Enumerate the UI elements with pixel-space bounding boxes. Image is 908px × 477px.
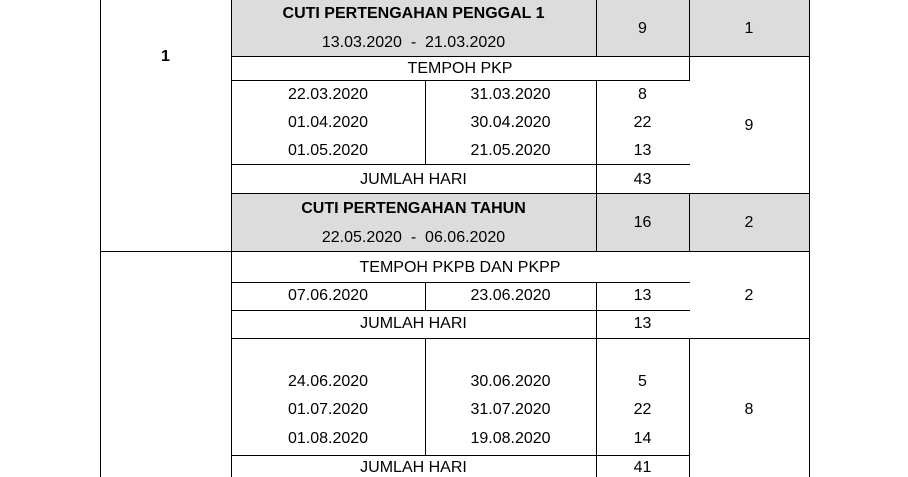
grid-line — [809, 0, 810, 477]
day-count: 8 — [638, 86, 647, 103]
grid-line — [231, 193, 810, 194]
date-from: 01.05.2020 — [287, 142, 369, 159]
date-to: 06.06.2020 — [425, 229, 506, 246]
week-number: 1 — [161, 48, 170, 65]
pkp-title: TEMPOH PKP — [407, 60, 513, 77]
date-from: 13.03.2020 — [321, 34, 402, 51]
grid-line — [231, 282, 690, 283]
grid-line — [231, 338, 810, 339]
date-from: 07.06.2020 — [287, 287, 369, 304]
date-to: 21.05.2020 — [470, 142, 551, 159]
date-to: 30.06.2020 — [470, 373, 551, 390]
pkp-weeks: 9 — [744, 117, 754, 134]
date-to: 21.03.2020 — [425, 34, 506, 51]
pkp-total: 43 — [633, 171, 652, 188]
grid-line — [231, 455, 690, 456]
day-count: 5 — [638, 373, 647, 390]
date-separator: - — [410, 229, 417, 246]
pkpb-weeks: 2 — [744, 287, 754, 304]
date-to: 19.08.2020 — [470, 430, 551, 447]
date-to: 30.04.2020 — [470, 114, 551, 131]
grid-line — [231, 310, 690, 311]
date-from: 22.05.2020 — [321, 229, 402, 246]
grid-line — [231, 80, 690, 81]
cuti-penggal-title: CUTI PERTENGAHAN PENGGAL 1 — [282, 5, 545, 22]
date-from: 01.04.2020 — [287, 114, 369, 131]
date-from: 01.08.2020 — [287, 430, 369, 447]
day-count: 14 — [633, 430, 652, 447]
cuti-tahun-weeks: 2 — [744, 214, 754, 231]
day-count: 22 — [633, 401, 652, 418]
day-count: 13 — [633, 287, 652, 304]
pkpb-title: TEMPOH PKPB DAN PKPP — [359, 259, 561, 276]
date-separator: - — [410, 34, 417, 51]
grid-line — [231, 164, 690, 165]
grid-line — [689, 0, 690, 80]
cuti-tahun-dates — [231, 229, 596, 247]
date-to: 23.06.2020 — [470, 287, 551, 304]
cuti-tahun-title: CUTI PERTENGAHAN TAHUN — [301, 200, 526, 217]
day-count: 13 — [633, 142, 652, 159]
date-to: 31.03.2020 — [470, 86, 551, 103]
day-count: 22 — [633, 114, 652, 131]
grid-line — [100, 0, 101, 477]
next-total: 41 — [633, 459, 652, 476]
next-weeks: 8 — [744, 401, 754, 418]
pkp-total-label: JUMLAH HARI — [360, 171, 467, 188]
cuti-penggal-days: 9 — [638, 20, 647, 37]
date-from: 22.03.2020 — [287, 86, 369, 103]
pkpb-total: 13 — [633, 315, 652, 332]
grid-line — [100, 251, 810, 252]
date-to: 31.07.2020 — [470, 401, 551, 418]
next-total-label: JUMLAH HARI — [360, 459, 467, 476]
grid-line — [231, 56, 810, 57]
date-from: 24.06.2020 — [287, 373, 369, 390]
date-from: 01.07.2020 — [287, 401, 369, 418]
pkpb-total-label: JUMLAH HARI — [360, 315, 467, 332]
cuti-penggal-dates — [231, 34, 596, 52]
cuti-penggal-weeks: 1 — [744, 20, 754, 37]
cuti-tahun-days: 16 — [633, 214, 652, 231]
